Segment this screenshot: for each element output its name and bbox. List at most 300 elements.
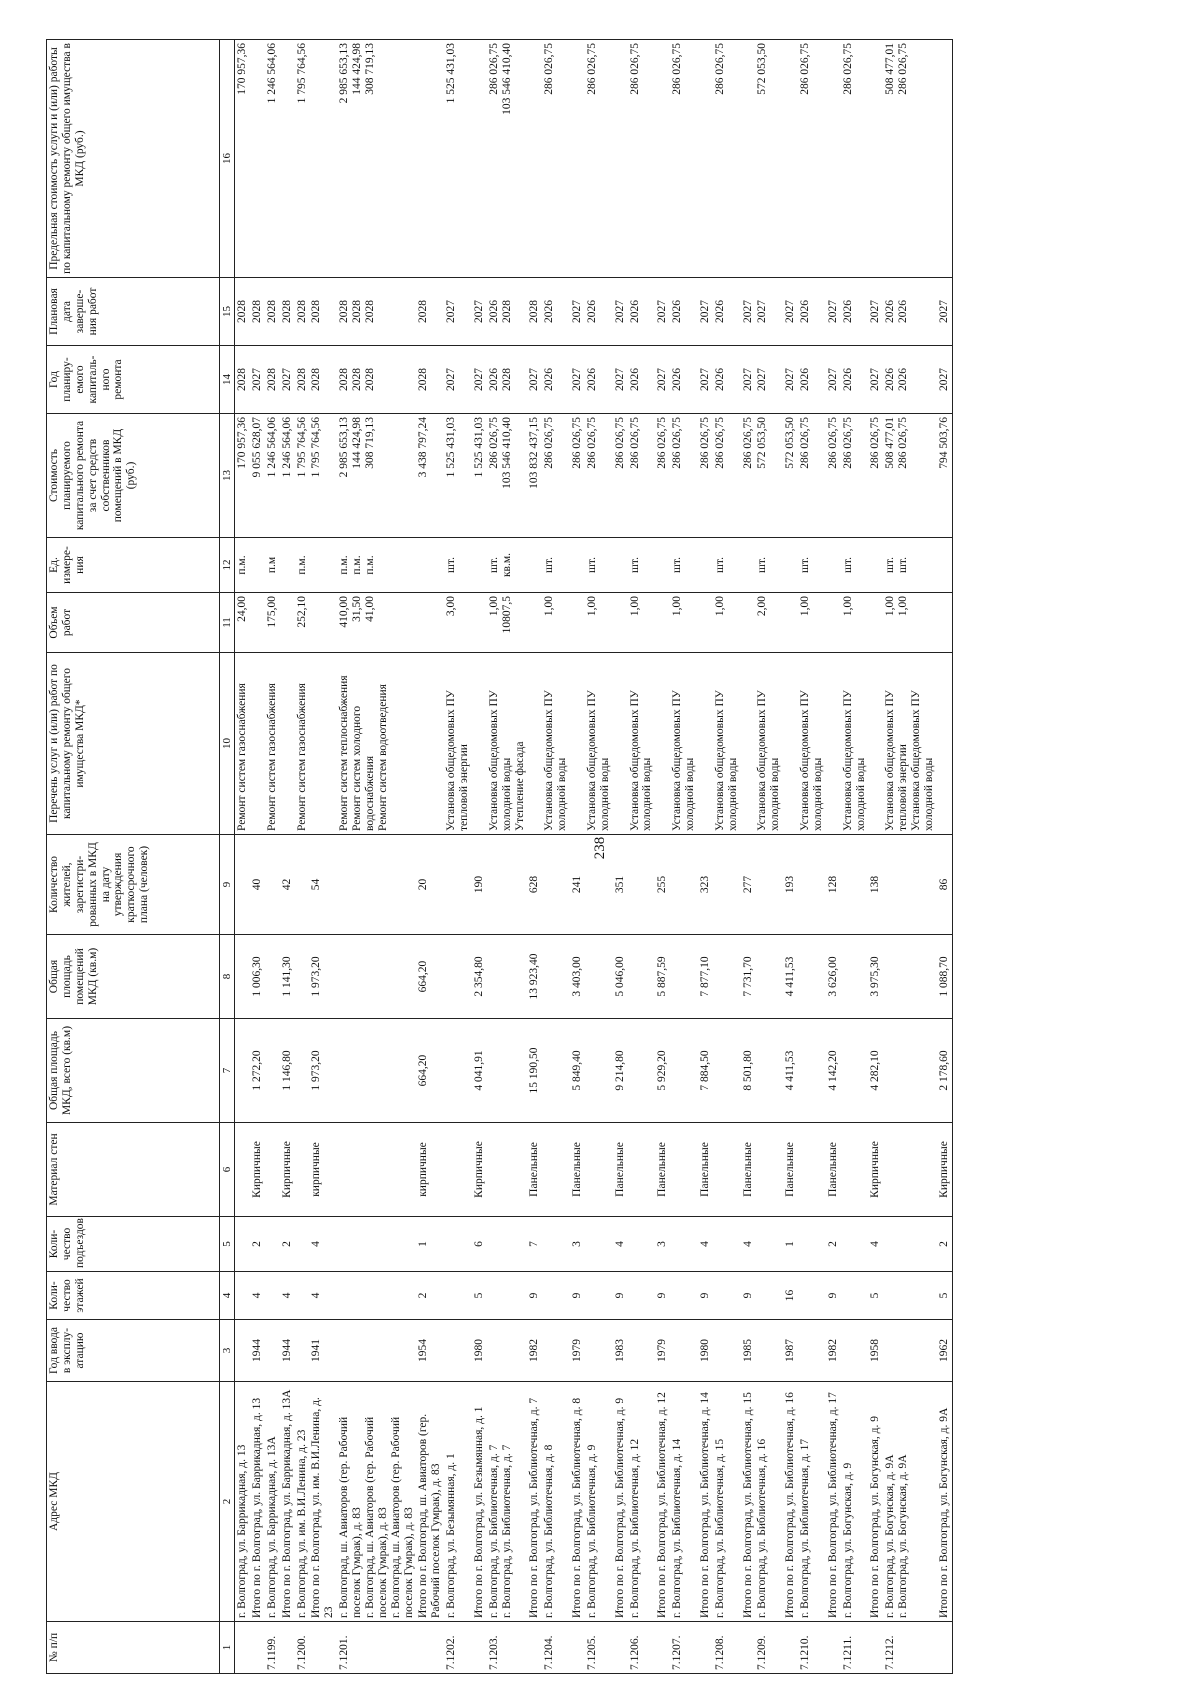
floors-cell	[265, 1272, 280, 1320]
table-row	[670, 40, 698, 1674]
entrances-cell	[527, 1217, 542, 1272]
unit-cell-line: шт.	[841, 557, 854, 573]
volume-cell-line: 1,00	[897, 596, 910, 617]
works-cell	[280, 653, 295, 835]
plan-year-cell	[628, 346, 656, 414]
volume-cell	[309, 593, 337, 653]
wall-material-cell-line: Панельные	[613, 1142, 626, 1197]
residents-cell	[527, 835, 542, 935]
residents-cell	[613, 835, 628, 935]
header-unit: Ед. измере-ния	[47, 538, 220, 593]
address-cell-line: г. Волгоград, ул. Баррикадная, д. 13	[236, 1444, 248, 1618]
header-end-date: Плановая дата заверше-ния работ	[47, 278, 220, 346]
end-date-cell-line: 2026	[799, 300, 811, 323]
volume-cell-line: 41,00	[363, 596, 376, 622]
floors-cell	[670, 1272, 698, 1320]
wall-material-cell-line: Панельные	[571, 1142, 583, 1197]
total-area-cell-line: 1 272,20	[250, 1050, 263, 1091]
address-cell	[713, 1382, 741, 1622]
entrances-cell	[628, 1217, 656, 1272]
premises-area-cell	[527, 935, 542, 1019]
max-price-cell	[655, 40, 670, 278]
capital-repair-plan-table	[46, 39, 953, 1674]
volume-cell-line: 24,00	[236, 596, 248, 622]
floors-cell	[937, 1272, 952, 1320]
cost-cell	[883, 414, 937, 538]
column-number: 6	[220, 1123, 235, 1217]
cost-cell	[798, 414, 826, 538]
cost-cell	[841, 414, 869, 538]
address-cell	[542, 1382, 570, 1622]
plan-year-cell	[280, 346, 295, 414]
cost-cell-line: 286 026,75	[628, 417, 641, 469]
works-cell	[337, 653, 416, 835]
year-built-cell	[280, 1320, 295, 1382]
year-built-cell	[570, 1320, 585, 1382]
year-built-cell-line: 1941	[310, 1339, 323, 1362]
year-built-cell-line: 1944	[280, 1339, 293, 1362]
address-cell-line: г. Волгоград, ул. Библиотечная, д. 12	[628, 1438, 641, 1618]
plan-year-cell-line: 2028	[500, 368, 513, 391]
entrances-cell	[655, 1217, 670, 1272]
total-area-cell-line: 664,20	[417, 1054, 430, 1087]
works-cell	[713, 653, 741, 835]
header-wall-material: Материал стен	[47, 1123, 220, 1217]
max-price-cell-line: 286 026,75	[841, 43, 854, 95]
max-price-cell	[527, 40, 542, 278]
column-number: 12	[220, 538, 235, 593]
plan-year-cell-line: 2027	[472, 368, 485, 391]
max-price-cell-line: 144 424,98	[351, 43, 363, 95]
volume-cell-line: 2,00	[756, 596, 769, 617]
max-price-cell	[265, 40, 280, 278]
column-number: 7	[220, 1019, 235, 1123]
year-built-cell-line: 1987	[784, 1339, 797, 1362]
volume-cell	[755, 593, 783, 653]
works-cell-line: Установка общедомовых ПУ тепловой энергии	[445, 690, 470, 831]
end-date-cell-line: 2027	[571, 300, 583, 323]
floors-cell	[798, 1272, 826, 1320]
cost-cell-line: 1 795 764,56	[295, 417, 308, 478]
cost-cell	[783, 414, 798, 538]
cost-cell-line: 286 026,75	[897, 417, 910, 469]
end-date-cell-line: 2028	[265, 300, 278, 323]
year-built-cell	[542, 1320, 570, 1382]
plan-year-cell	[295, 346, 310, 414]
works-cell-line: Установка общедомовых ПУ холодной воды	[713, 690, 739, 831]
address-cell-line: Итого по г. Волгоград, ул. Библиотечная, д. 14	[698, 1392, 711, 1618]
header-residents: Количество жителей, зарегистри-рованных в МКД на дату утверждения краткосрочного плана (человек)	[47, 835, 220, 935]
premises-area-cell	[280, 935, 295, 1019]
year-built-cell	[741, 1320, 756, 1382]
volume-cell	[798, 593, 826, 653]
row-number-line: 7.1209.	[756, 1635, 769, 1670]
plan-year-cell	[444, 346, 472, 414]
works-cell-line: Ремонт систем теплоснабжения	[338, 675, 351, 831]
wall-material-cell-line: Панельные	[826, 1142, 839, 1197]
address-cell-line: г. Волгоград, ш. Авиаторов (гер. Рабочий поселок Гумрак), д. 83	[389, 1416, 415, 1618]
address-cell	[868, 1382, 883, 1622]
end-date-cell-line: 2027	[869, 300, 882, 323]
plan-year-cell	[826, 346, 841, 414]
plan-year-cell	[265, 346, 280, 414]
cost-cell	[698, 414, 713, 538]
wall-material-cell-line: Панельные	[656, 1142, 669, 1197]
plan-year-cell-line: 2026	[897, 368, 910, 391]
unit-cell	[698, 538, 713, 593]
floors-cell	[309, 1272, 337, 1320]
plan-year-cell-line: 2026	[841, 368, 854, 391]
wall-material-cell	[868, 1123, 883, 1217]
max-price-cell	[713, 40, 741, 278]
unit-cell	[798, 538, 826, 593]
unit-cell	[472, 538, 487, 593]
volume-cell	[868, 593, 883, 653]
end-date-cell	[309, 278, 337, 346]
residents-cell	[265, 835, 280, 935]
entrances-cell	[416, 1217, 444, 1272]
residents-cell	[798, 835, 826, 935]
max-price-cell	[337, 40, 416, 278]
cost-cell	[670, 414, 698, 538]
column-number: 10	[220, 653, 235, 835]
max-price-cell	[741, 40, 756, 278]
residents-cell	[937, 835, 952, 935]
residents-cell	[841, 835, 869, 935]
volume-cell	[937, 593, 952, 653]
works-cell-line: Установка общедомовых ПУ холодной воды	[628, 690, 654, 831]
row-number	[309, 1622, 337, 1674]
volume-cell	[235, 593, 250, 653]
entrances-cell	[783, 1217, 798, 1272]
works-cell	[527, 653, 542, 835]
year-built-cell-line: 1962	[937, 1339, 950, 1362]
address-cell-line: г. Волгоград, ул. им. В.И.Ленина, д. 23	[295, 1429, 308, 1618]
header-volume: Объем работ	[47, 593, 220, 653]
unit-cell	[868, 538, 883, 593]
premises-area-cell-line: 13 923,40	[528, 953, 541, 1000]
end-date-cell-line: 2028	[250, 300, 263, 323]
address-cell	[937, 1382, 952, 1622]
end-date-cell	[628, 278, 656, 346]
column-number: 4	[220, 1272, 235, 1320]
floors-cell	[883, 1272, 937, 1320]
row-number-line: 7.1206.	[628, 1635, 641, 1670]
address-cell	[783, 1382, 798, 1622]
plan-year-cell	[937, 346, 952, 414]
address-cell	[416, 1382, 444, 1622]
floors-cell	[472, 1272, 487, 1320]
residents-cell-line: 628	[528, 875, 541, 894]
plan-year-cell	[655, 346, 670, 414]
volume-cell	[883, 593, 937, 653]
total-area-cell	[280, 1019, 295, 1123]
entrances-cell	[265, 1217, 280, 1272]
residents-cell	[542, 835, 570, 935]
entrances-cell-line: 1	[784, 1241, 797, 1247]
cost-cell	[741, 414, 756, 538]
total-area-cell	[585, 1019, 613, 1123]
end-date-cell-line: 2027	[656, 300, 669, 323]
row-number-line: 7.1203.	[487, 1635, 500, 1670]
end-date-cell	[613, 278, 628, 346]
unit-cell-line: шт.	[543, 557, 556, 573]
works-cell-line: Установка общедомовых ПУ холодной воды	[487, 690, 513, 831]
address-cell	[527, 1382, 542, 1622]
row-number	[713, 1622, 741, 1674]
premises-area-cell	[444, 935, 472, 1019]
plan-year-cell	[235, 346, 250, 414]
table-row	[783, 40, 798, 1674]
premises-area-cell	[250, 935, 265, 1019]
max-price-cell-line: 572 053,50	[756, 43, 769, 95]
address-cell-line: Итого по г. Волгоград, ул. Библиотечная, д. 8	[571, 1397, 583, 1618]
table-row	[280, 40, 295, 1674]
plan-year-cell-line: 2027	[698, 368, 711, 391]
entrances-cell	[698, 1217, 713, 1272]
column-number: 15	[220, 278, 235, 346]
address-cell-line: г. Волгоград, ул. Богунская, д. 9А	[897, 1454, 910, 1618]
works-cell	[585, 653, 613, 835]
residents-cell	[235, 835, 250, 935]
wall-material-cell	[265, 1123, 280, 1217]
premises-area-cell	[868, 935, 883, 1019]
row-number	[280, 1622, 295, 1674]
end-date-cell	[755, 278, 783, 346]
cost-cell	[487, 414, 528, 538]
plan-year-cell-line: 2026	[543, 368, 556, 391]
volume-cell	[670, 593, 698, 653]
plan-year-cell	[755, 346, 783, 414]
works-cell	[798, 653, 826, 835]
plan-year-cell-line: 2026	[713, 368, 726, 391]
row-number	[444, 1622, 472, 1674]
total-area-cell	[826, 1019, 841, 1123]
unit-cell-line: шт.	[628, 557, 641, 573]
entrances-cell	[444, 1217, 472, 1272]
unit-cell	[741, 538, 756, 593]
premises-area-cell-line: 3 975,30	[869, 956, 882, 997]
plan-year-cell-line: 2027	[741, 368, 754, 391]
unit-cell	[570, 538, 585, 593]
end-date-cell-line: 2028	[310, 300, 323, 323]
plan-year-cell	[570, 346, 585, 414]
plan-year-cell-line: 2028	[265, 368, 278, 391]
total-area-cell	[295, 1019, 310, 1123]
total-area-cell-line: 2 178,60	[937, 1050, 950, 1091]
premises-area-cell	[883, 935, 937, 1019]
wall-material-cell	[655, 1123, 670, 1217]
wall-material-cell-line: Панельные	[741, 1142, 754, 1197]
plan-year-cell-line: 2028	[236, 368, 248, 391]
end-date-cell-line: 2026	[884, 300, 897, 323]
works-cell-line: Ремонт систем газоснабжения	[295, 683, 308, 831]
cost-cell-line: 286 026,75	[585, 417, 598, 469]
total-area-cell	[416, 1019, 444, 1123]
total-area-cell	[235, 1019, 250, 1123]
year-built-cell	[585, 1320, 613, 1382]
plan-year-cell-line: 2027	[613, 368, 626, 391]
cost-cell-line: 286 026,75	[571, 417, 583, 469]
row-number-line: 7.1205.	[585, 1635, 598, 1670]
residents-cell-line: 54	[310, 878, 323, 891]
plan-year-cell-line: 2026	[585, 368, 598, 391]
total-area-cell-line: 1 146,80	[280, 1050, 293, 1091]
address-cell-line: Итого по г. Волгоград, ул. Библиотечная, д. 17	[826, 1392, 839, 1618]
unit-cell	[295, 538, 310, 593]
wall-material-cell-line: кирпичные	[310, 1142, 323, 1197]
plan-year-cell	[613, 346, 628, 414]
entrances-cell-line: 4	[869, 1241, 882, 1247]
cost-cell-line: 2 985 653,13	[338, 417, 351, 478]
year-built-cell	[295, 1320, 310, 1382]
wall-material-cell	[628, 1123, 656, 1217]
table-row	[337, 40, 416, 1674]
table-row	[713, 40, 741, 1674]
entrances-cell	[883, 1217, 937, 1272]
volume-cell-line: 1,00	[585, 596, 598, 617]
unit-cell	[337, 538, 416, 593]
floors-cell-line: 5	[937, 1292, 950, 1299]
works-cell-line: Ремонт систем газоснабжения	[236, 683, 248, 831]
end-date-cell	[235, 278, 250, 346]
residents-cell	[309, 835, 337, 935]
max-price-cell	[416, 40, 444, 278]
header-entrances: Коли-чество подъездов	[47, 1217, 220, 1272]
year-built-cell	[628, 1320, 656, 1382]
cost-cell	[416, 414, 444, 538]
address-cell	[444, 1382, 472, 1622]
premises-area-cell-line: 1 088,70	[937, 956, 950, 997]
works-cell	[613, 653, 628, 835]
max-price-cell	[235, 40, 250, 278]
premises-area-cell	[628, 935, 656, 1019]
entrances-cell-line: 4	[310, 1241, 323, 1247]
address-cell	[250, 1382, 265, 1622]
max-price-cell	[868, 40, 883, 278]
address-cell-line: г. Волгоград, ул. Библиотечная, д. 7	[500, 1444, 513, 1618]
wall-material-cell-line: Панельные	[784, 1142, 797, 1197]
total-area-cell	[444, 1019, 472, 1123]
residents-cell	[585, 835, 613, 935]
premises-area-cell-line: 7 731,70	[741, 956, 754, 997]
address-cell	[826, 1382, 841, 1622]
cost-cell	[295, 414, 310, 538]
address-cell	[698, 1382, 713, 1622]
residents-cell	[487, 835, 528, 935]
entrances-cell-line: 2	[250, 1241, 263, 1247]
row-number	[295, 1622, 310, 1674]
total-area-cell	[698, 1019, 713, 1123]
unit-cell	[416, 538, 444, 593]
plan-year-cell	[868, 346, 883, 414]
premises-area-cell	[295, 935, 310, 1019]
premises-area-cell	[698, 935, 713, 1019]
plan-year-cell-line: 2026	[884, 368, 897, 391]
premises-area-cell	[937, 935, 952, 1019]
works-cell	[741, 653, 756, 835]
max-price-cell	[783, 40, 798, 278]
max-price-cell-line: 286 026,75	[799, 43, 811, 95]
total-area-cell	[265, 1019, 280, 1123]
row-number-line: 7.1208.	[713, 1635, 726, 1670]
floors-cell	[250, 1272, 265, 1320]
cost-cell-line: 286 026,75	[656, 417, 669, 469]
entrances-cell	[826, 1217, 841, 1272]
cost-cell	[444, 414, 472, 538]
works-cell	[309, 653, 337, 835]
address-cell-line: Итого по г. Волгоград, ул. Библиотечная, д. 9	[613, 1397, 626, 1618]
max-price-cell-line: 286 026,75	[897, 43, 910, 95]
address-cell	[883, 1382, 937, 1622]
year-built-cell	[250, 1320, 265, 1382]
row-number	[250, 1622, 265, 1674]
row-number	[655, 1622, 670, 1674]
premises-area-cell-line: 1 141,30	[280, 956, 293, 997]
row-number	[798, 1622, 826, 1674]
end-date-cell	[655, 278, 670, 346]
max-price-cell	[570, 40, 585, 278]
row-number	[527, 1622, 542, 1674]
volume-cell	[655, 593, 670, 653]
row-number-line: 7.1207.	[671, 1635, 684, 1670]
premises-area-cell	[741, 935, 756, 1019]
floors-cell	[713, 1272, 741, 1320]
cost-cell-line: 170 957,36	[236, 417, 248, 469]
unit-cell	[937, 538, 952, 593]
works-cell-line: Установка общедомовых ПУ холодной воды	[756, 690, 782, 831]
volume-cell-line: 252,10	[295, 596, 308, 628]
table-row	[585, 40, 613, 1674]
unit-cell-line: шт.	[884, 557, 897, 573]
unit-cell	[280, 538, 295, 593]
end-date-cell	[585, 278, 613, 346]
wall-material-cell	[309, 1123, 337, 1217]
residents-cell-line: 20	[417, 878, 430, 891]
end-date-cell-line: 2026	[543, 300, 556, 323]
plan-year-cell	[472, 346, 487, 414]
floors-cell-line: 4	[250, 1292, 263, 1299]
premises-area-cell	[570, 935, 585, 1019]
wall-material-cell	[670, 1123, 698, 1217]
max-price-cell-line: 286 026,75	[628, 43, 641, 95]
year-built-cell-line: 1979	[571, 1339, 583, 1362]
total-area-cell	[937, 1019, 952, 1123]
works-cell	[542, 653, 570, 835]
works-cell	[628, 653, 656, 835]
address-cell-line: Итого по г. Волгоград, ул. Баррикадная, д. 13	[250, 1397, 263, 1618]
plan-year-cell-line: 2028	[338, 368, 351, 391]
row-number	[741, 1622, 756, 1674]
works-cell-line: Ремонт систем газоснабжения	[265, 683, 278, 831]
cost-cell-line: 286 026,75	[713, 417, 726, 469]
residents-cell-line: 193	[784, 875, 797, 894]
entrances-cell	[542, 1217, 570, 1272]
row-number	[570, 1622, 585, 1674]
cost-cell	[265, 414, 280, 538]
unit-cell-line: шт.	[445, 557, 458, 573]
premises-area-cell	[472, 935, 487, 1019]
year-built-cell-line: 1954	[417, 1339, 430, 1362]
premises-area-cell	[416, 935, 444, 1019]
row-number	[472, 1622, 487, 1674]
column-number: 2	[220, 1382, 235, 1622]
total-area-cell	[613, 1019, 628, 1123]
premises-area-cell-line: 5 046,00	[613, 956, 626, 997]
plan-year-cell-line: 2026	[671, 368, 684, 391]
unit-cell	[841, 538, 869, 593]
year-built-cell-line: 1979	[656, 1339, 669, 1362]
